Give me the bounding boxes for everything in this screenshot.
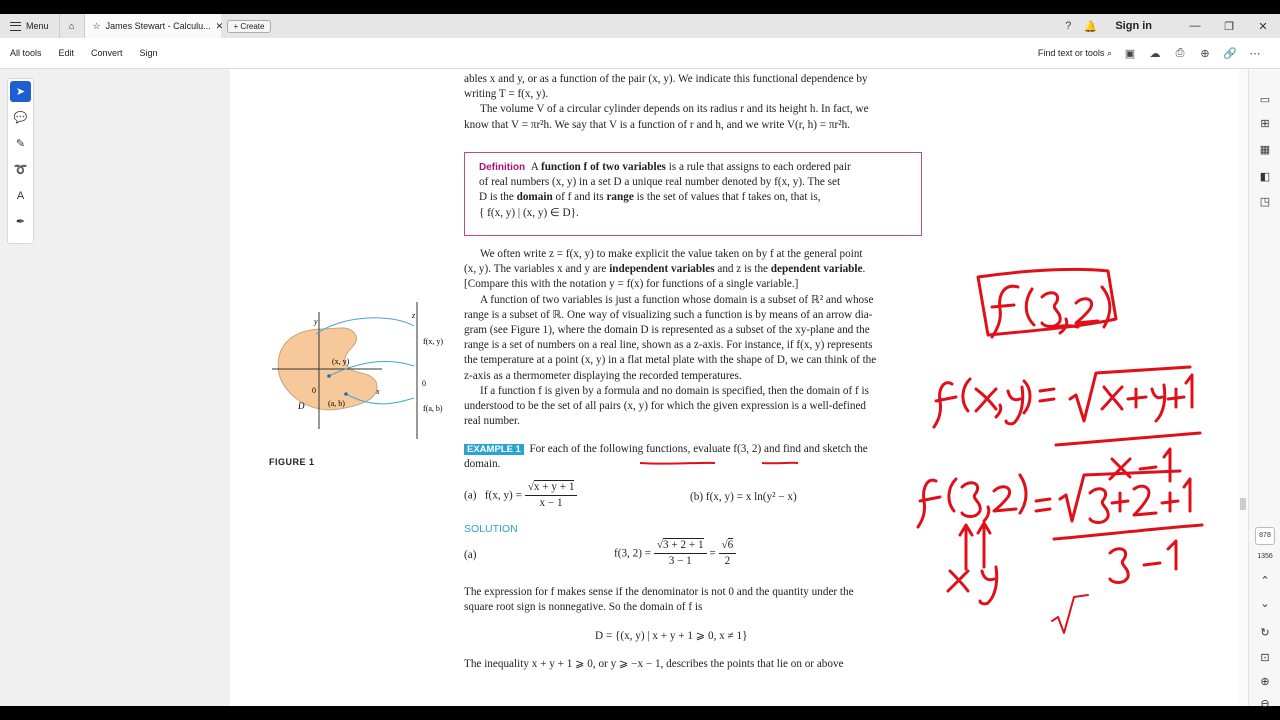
tab-title: James Stewart - Calculu... — [105, 21, 211, 31]
handwritten-annotation — [900, 249, 1220, 629]
text-box-icon[interactable]: A — [16, 189, 25, 202]
home-button[interactable] — [59, 14, 85, 38]
page-down-icon[interactable]: ⌄ — [1260, 598, 1270, 610]
domain-explanation: The expression for f makes sense if the denominator is not 0 and the quantity under the square root sign is nonnegative. So the domain of f is — [464, 586, 854, 614]
svg-text:f(x, y): f(x, y) — [423, 337, 443, 346]
svg-text:(a, b): (a, b) — [328, 399, 345, 408]
help-icon[interactable]: ? — [1065, 20, 1072, 32]
figure-arrow-diagram — [264, 294, 464, 444]
comments-panel-icon[interactable]: ▭ — [1259, 94, 1271, 106]
menu-sign[interactable]: Sign — [139, 48, 158, 58]
save-icon[interactable]: ▣ — [1124, 47, 1136, 60]
figure-caption: FIGURE 1 — [269, 457, 315, 467]
definition-text: Definition A function f of two variables is a rule that assigns to each ordered pair of real numbers (x, y) in a set D a unique real number denoted by f(x, y). The set D is the domain of f and its range is the set of values that f takes on, that is, { f(x, y) | (x, y) ∈ D}. — [479, 161, 851, 219]
highlight-pen-icon[interactable]: ✎ — [15, 138, 26, 150]
quick-tools — [7, 78, 34, 244]
menu-all-tools[interactable]: All tools — [10, 48, 42, 58]
more-options-icon[interactable]: ⋯ — [1249, 47, 1261, 60]
example-part-b: (b) f(x, y) = x ln(y² − x) — [690, 491, 797, 503]
layers-icon[interactable]: ◳ — [1259, 196, 1271, 208]
menu-edit[interactable]: Edit — [58, 48, 75, 58]
minimize-button[interactable]: — — [1189, 20, 1201, 32]
document-tab[interactable] — [85, 14, 224, 38]
left-tool-panel — [0, 69, 230, 706]
right-side-panel — [1248, 69, 1280, 710]
ink-underlines — [630, 454, 810, 468]
menu-convert[interactable]: Convert — [91, 48, 123, 58]
svg-text:y: y — [314, 317, 318, 326]
draw-freehand-icon[interactable]: ➰ — [13, 164, 28, 176]
close-window-button[interactable]: ✕ — [1258, 20, 1268, 33]
svg-text:0: 0 — [312, 386, 316, 395]
main-toolbar — [0, 38, 1280, 69]
underline-functions — [640, 463, 715, 464]
home-icon: ⌂ — [68, 21, 75, 31]
create-button[interactable]: + Create — [227, 20, 272, 33]
refresh-icon[interactable]: ↻ — [1260, 627, 1270, 639]
example-heading: EXAMPLE 1 For each of the following functions, evaluate f(3, 2) and find and sketch the domain. — [464, 443, 868, 471]
domain-set: D = {(x, y) | x + y + 1 ⩾ 0, x ≠ 1} — [595, 630, 748, 642]
attachments-icon[interactable]: ◧ — [1259, 171, 1271, 183]
point-ab — [344, 392, 348, 396]
upload-cloud-icon[interactable]: ☁ — [1149, 47, 1161, 60]
notification-bell-icon[interactable]: 🔔 — [1083, 20, 1098, 33]
svg-text:(x, y): (x, y) — [332, 357, 350, 366]
svg-text:0: 0 — [422, 379, 426, 388]
bookmarks-icon[interactable]: ⊞ — [1260, 118, 1270, 130]
hamburger-icon — [10, 22, 21, 31]
thumbnails-icon[interactable]: ▦ — [1259, 144, 1271, 156]
svg-text:x: x — [376, 387, 380, 396]
svg-text:z: z — [412, 311, 416, 320]
fit-page-icon[interactable]: ⊡ — [1260, 652, 1270, 664]
point-xy — [327, 374, 331, 378]
acrobat-window — [0, 14, 1280, 710]
link-icon[interactable]: 🔗 — [1223, 47, 1237, 60]
star-icon[interactable]: ☆ — [92, 20, 101, 31]
inequality-text: The inequality x + y + 1 ⩾ 0, or y ⩾ −x − 1, describes the points that lie on or above — [464, 658, 844, 670]
search-icon: ⌕ — [1106, 47, 1112, 58]
definition-label: Definition — [479, 162, 526, 173]
intro-paragraph: ables x and y, or as a function of the pair (x, y). We indicate this functional dependence by writing T = f(x, y). The volume V of a circular cylinder depends on its radius r and its height h. In fact, we know that V = πr²h. We say that V is a function of r and h, and we write V(r, h) = πr²h. — [464, 73, 869, 131]
svg-text:f(a, b): f(a, b) — [423, 404, 443, 413]
share-user-icon[interactable]: ⊕ — [1200, 47, 1210, 60]
body-paragraphs: We often write z = f(x, y) to make explicit the value taken on by f at the general point (x, y). The variables x and y are independent variables and z is the dependent variable. [Compare this with the notation y = f(x) for functions of a single variable.] A function of two variables is just a function whose domain is a subset of ℝ² and whose range is a subset of ℝ. One way of visualizing such a function is by means of an arrow dia- gram (see Figure 1), where the domain D is represented as a subset of the xy-plane and the range is a set of numbers on a real line, shown as a z-axis. For instance, if f(x, y) represents the temperature at a point (x, y) in a flat metal plate with the shape of D, we can think of the z-axis as a thermometer displaying the recorded temperatures. If a function f is given by a formula and no domain is specified, then the domain of f is understood to be the set of all pairs (x, y) for which the given expression is a well-defined real number. — [464, 248, 877, 428]
add-comment-icon[interactable]: 💬 — [13, 112, 28, 124]
scrollbar-thumb[interactable] — [1240, 498, 1246, 510]
sign-in-button[interactable]: Sign in — [1115, 20, 1152, 32]
zoom-out-icon[interactable]: ⊖ — [1260, 698, 1270, 710]
example-badge: EXAMPLE 1 — [464, 444, 524, 455]
close-tab-icon[interactable]: ✕ — [215, 20, 224, 31]
select-cursor-icon[interactable]: ➤ — [10, 81, 31, 102]
svg-text:D: D — [298, 401, 305, 411]
vertical-scrollbar[interactable] — [1238, 69, 1248, 706]
example-part-a: (a) f(x, y) = $\frac{√x + y + 1}{x - 1}$ — [464, 480, 577, 511]
print-icon[interactable]: ⎙ — [1175, 46, 1185, 59]
menu-button[interactable]: Menu — [0, 14, 59, 38]
maximize-button[interactable]: ❐ — [1224, 20, 1234, 33]
page-total: 1356 — [1257, 553, 1273, 560]
solution-label: SOLUTION — [464, 523, 518, 535]
solution-equation: f(3, 2) = $\frac{√3 + 2 + 1}{3 - 1}$ = $\frac{√6}{2}$ — [614, 538, 736, 569]
underline-f32 — [762, 463, 798, 464]
solution-part-a-label: (a) — [464, 549, 477, 561]
zoom-in-icon[interactable]: ⊕ — [1260, 676, 1270, 688]
fraction-a: $\frac{√x + y + 1}{x - 1}$ — [525, 480, 578, 511]
title-bar — [0, 14, 1280, 38]
find-text-button[interactable]: Find text or tools ⌕ — [1037, 47, 1112, 58]
sign-stamp-icon[interactable]: ✒ — [15, 216, 26, 228]
page-number-input[interactable]: 878 — [1255, 527, 1275, 545]
page-up-icon[interactable]: ⌃ — [1260, 575, 1270, 587]
